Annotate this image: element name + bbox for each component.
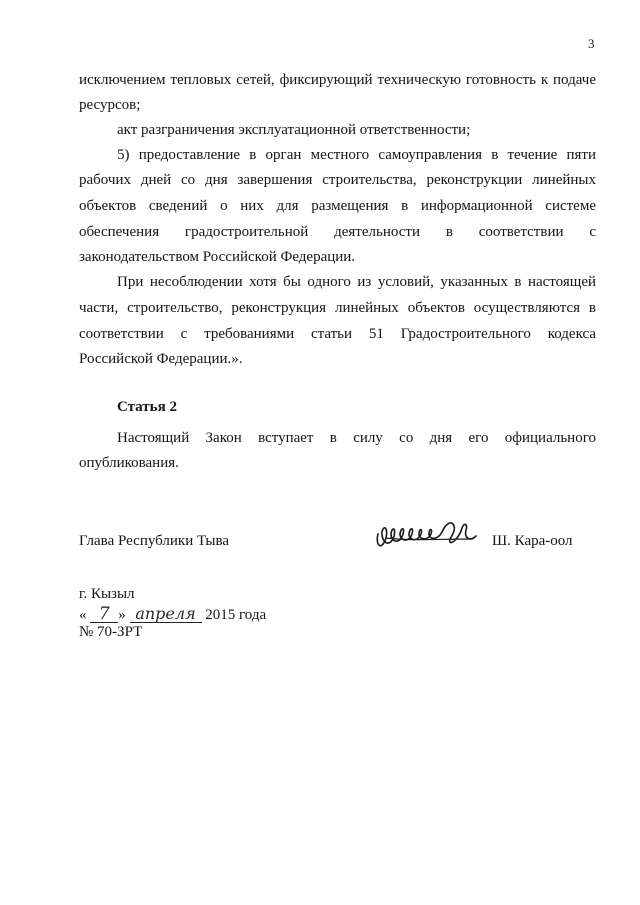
paragraph-line: обеспечения градостроительной деятельности в соответствии с: [79, 224, 596, 240]
paragraph-line: 5) предоставление в орган местного самоуправления в течение пяти: [117, 147, 596, 163]
date-day-field: [90, 604, 118, 623]
date-month-field: [130, 604, 202, 623]
date-close-quote: »: [118, 607, 126, 623]
article-text-line: опубликования.: [79, 455, 179, 471]
paragraph-line: исключением тепловых сетей, фиксирующий техническую готовность к подаче: [79, 72, 596, 88]
paragraph-line: ресурсов;: [79, 97, 141, 113]
handwritten-signature: [372, 512, 484, 559]
article-text-line: Настоящий Закон вступает в силу со дня его официального: [117, 430, 596, 446]
paragraph-line: части, строительство, реконструкция линейных объектов осуществляются в: [79, 300, 596, 316]
page-number: 3: [588, 36, 595, 51]
date-line: [79, 604, 266, 624]
paragraph-line: соответствии с требованиями статьи 51 Градостроительного кодекса: [79, 326, 596, 342]
law-number: № 70-ЗРТ: [79, 624, 143, 640]
paragraph-line: объектов сведений о них для размещения в информационной системе: [79, 198, 596, 214]
date-month-handwritten: апреля: [135, 604, 196, 623]
signatory-name: Ш. Кара-оол: [492, 533, 573, 549]
paragraph-line: законодательством Российской Федерации.: [79, 249, 356, 265]
paragraph-line: рабочих дней со дня завершения строительства, реконструкции линейных: [79, 172, 596, 188]
article-heading: Статья 2: [117, 399, 177, 415]
date-open-quote: «: [79, 607, 87, 623]
city-label: г. Кызыл: [79, 586, 135, 602]
position-title: Глава Республики Тыва: [79, 533, 230, 549]
date-year: 2015 года: [205, 607, 267, 623]
paragraph-line: При несоблюдении хотя бы одного из условий, указанных в настоящей: [117, 274, 596, 290]
paragraph-line: Российской Федерации.».: [79, 351, 243, 367]
paragraph-line: акт разграничения эксплуатационной ответственности;: [117, 122, 471, 138]
date-day-handwritten: 7: [98, 604, 110, 624]
